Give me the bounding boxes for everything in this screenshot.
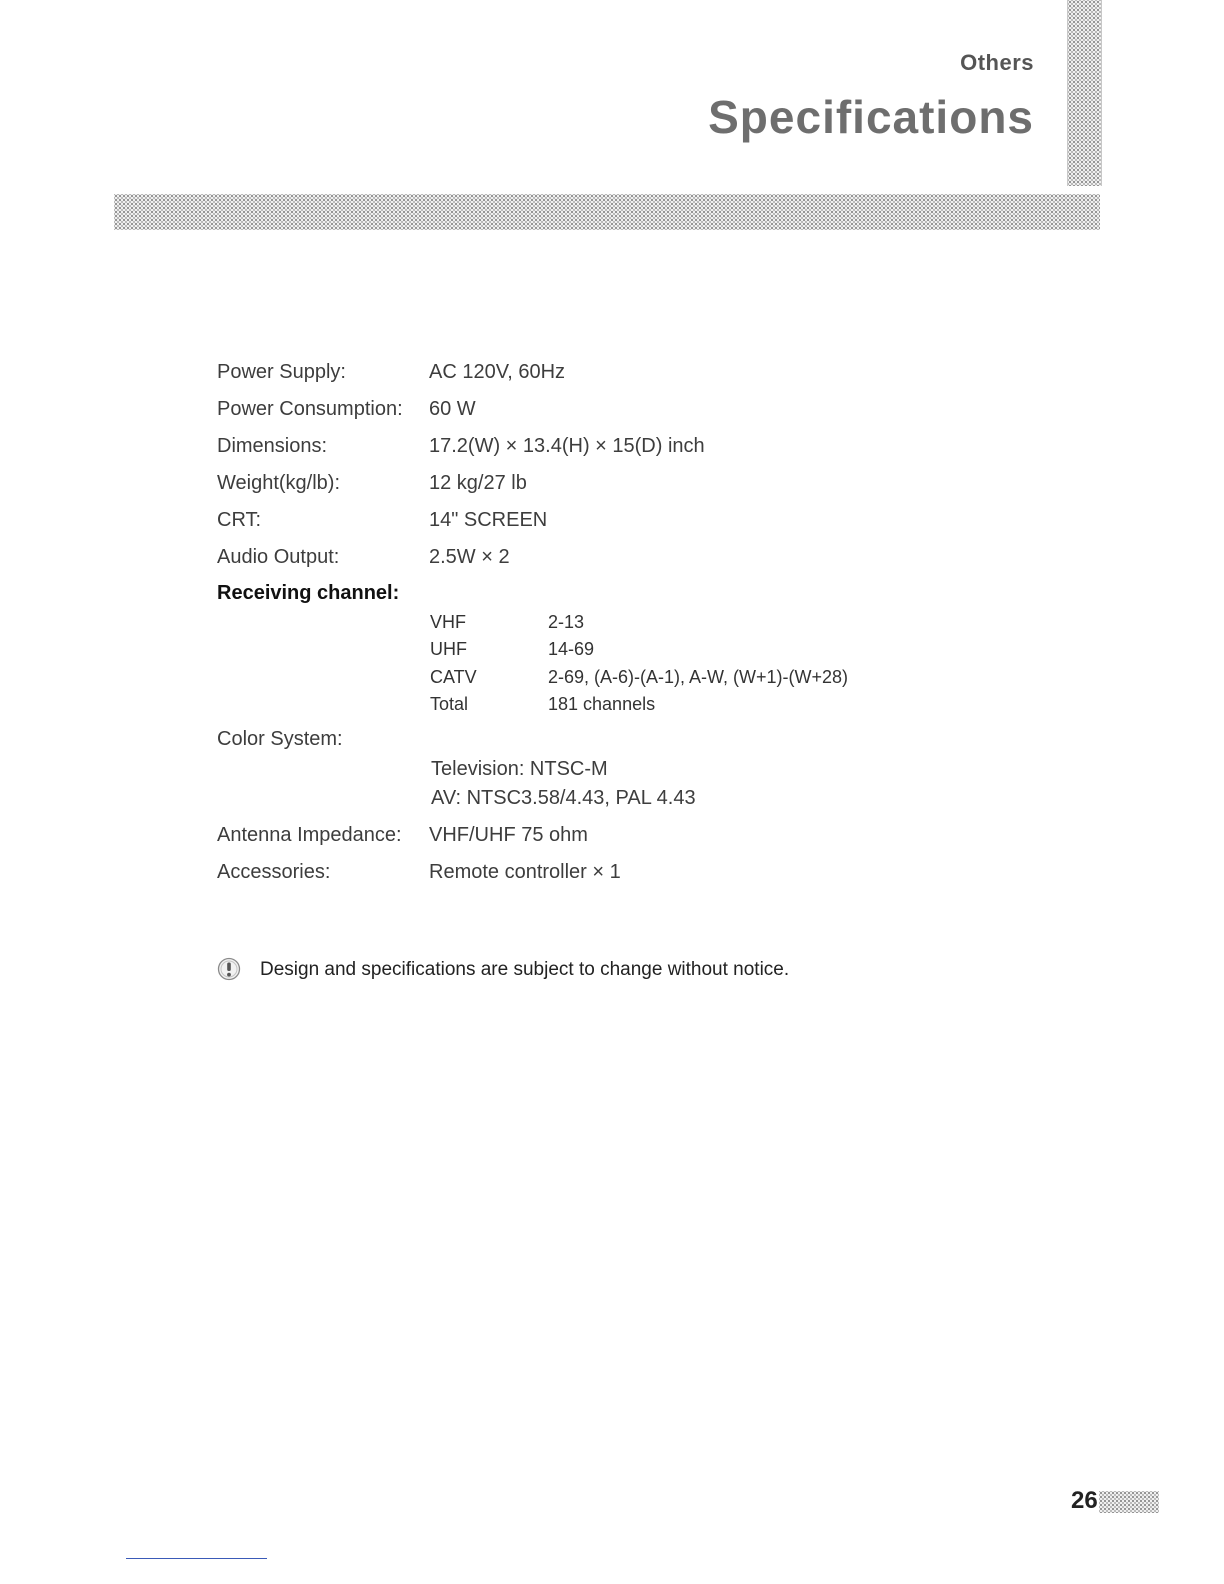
power-supply-value: AC 120V, 60Hz bbox=[429, 361, 566, 383]
antenna-impedance-label: Antenna Impedance: bbox=[217, 824, 402, 846]
crt-label: CRT: bbox=[217, 509, 262, 531]
page-number: 26 bbox=[1071, 1487, 1098, 1514]
side-tab-decoration bbox=[1067, 0, 1102, 186]
audio-output-value: 2.5W × 2 bbox=[429, 546, 510, 568]
accessories-label: Accessories: bbox=[217, 861, 331, 883]
color-system-television: Television: NTSC-M bbox=[431, 758, 608, 780]
catv-label: CATV bbox=[430, 667, 477, 687]
page-title: Specifications bbox=[708, 91, 1034, 143]
header-band-decoration bbox=[114, 194, 1100, 230]
weight-label: Weight(kg/lb): bbox=[217, 472, 341, 494]
info-icon bbox=[217, 957, 241, 981]
page-number-band-decoration bbox=[1099, 1491, 1159, 1513]
dimensions-value: 17.2(W) × 13.4(H) × 15(D) inch bbox=[429, 435, 705, 457]
section-label: Others bbox=[960, 50, 1034, 75]
power-supply-label: Power Supply: bbox=[217, 361, 346, 383]
vhf-label: VHF bbox=[430, 612, 466, 632]
audio-output-label: Audio Output: bbox=[217, 546, 340, 568]
uhf-label: UHF bbox=[430, 639, 467, 659]
catv-value: 2-69, (A-6)-(A-1), A-W, (W+1)-(W+28) bbox=[548, 667, 849, 687]
color-system-label: Color System: bbox=[217, 728, 343, 750]
dimensions-label: Dimensions: bbox=[217, 435, 328, 457]
disclaimer-note: Design and specifications are subject to change without notice. bbox=[260, 959, 790, 980]
vhf-value: 2-13 bbox=[548, 612, 585, 632]
total-value: 181 channels bbox=[548, 694, 656, 714]
color-system-av: AV: NTSC3.58/4.43, PAL 4.43 bbox=[431, 787, 696, 809]
antenna-impedance-value: VHF/UHF 75 ohm bbox=[429, 824, 588, 846]
power-consumption-label: Power Consumption: bbox=[217, 398, 403, 420]
crt-value: 14" SCREEN bbox=[429, 509, 548, 531]
footer-rule bbox=[126, 1558, 267, 1559]
receiving-channel-heading: Receiving channel: bbox=[217, 582, 400, 604]
power-consumption-value: 60 W bbox=[429, 398, 476, 420]
total-label: Total bbox=[430, 694, 469, 714]
weight-value: 12 kg/27 lb bbox=[429, 472, 527, 494]
uhf-value: 14-69 bbox=[548, 639, 595, 659]
accessories-value: Remote controller × 1 bbox=[429, 861, 621, 883]
